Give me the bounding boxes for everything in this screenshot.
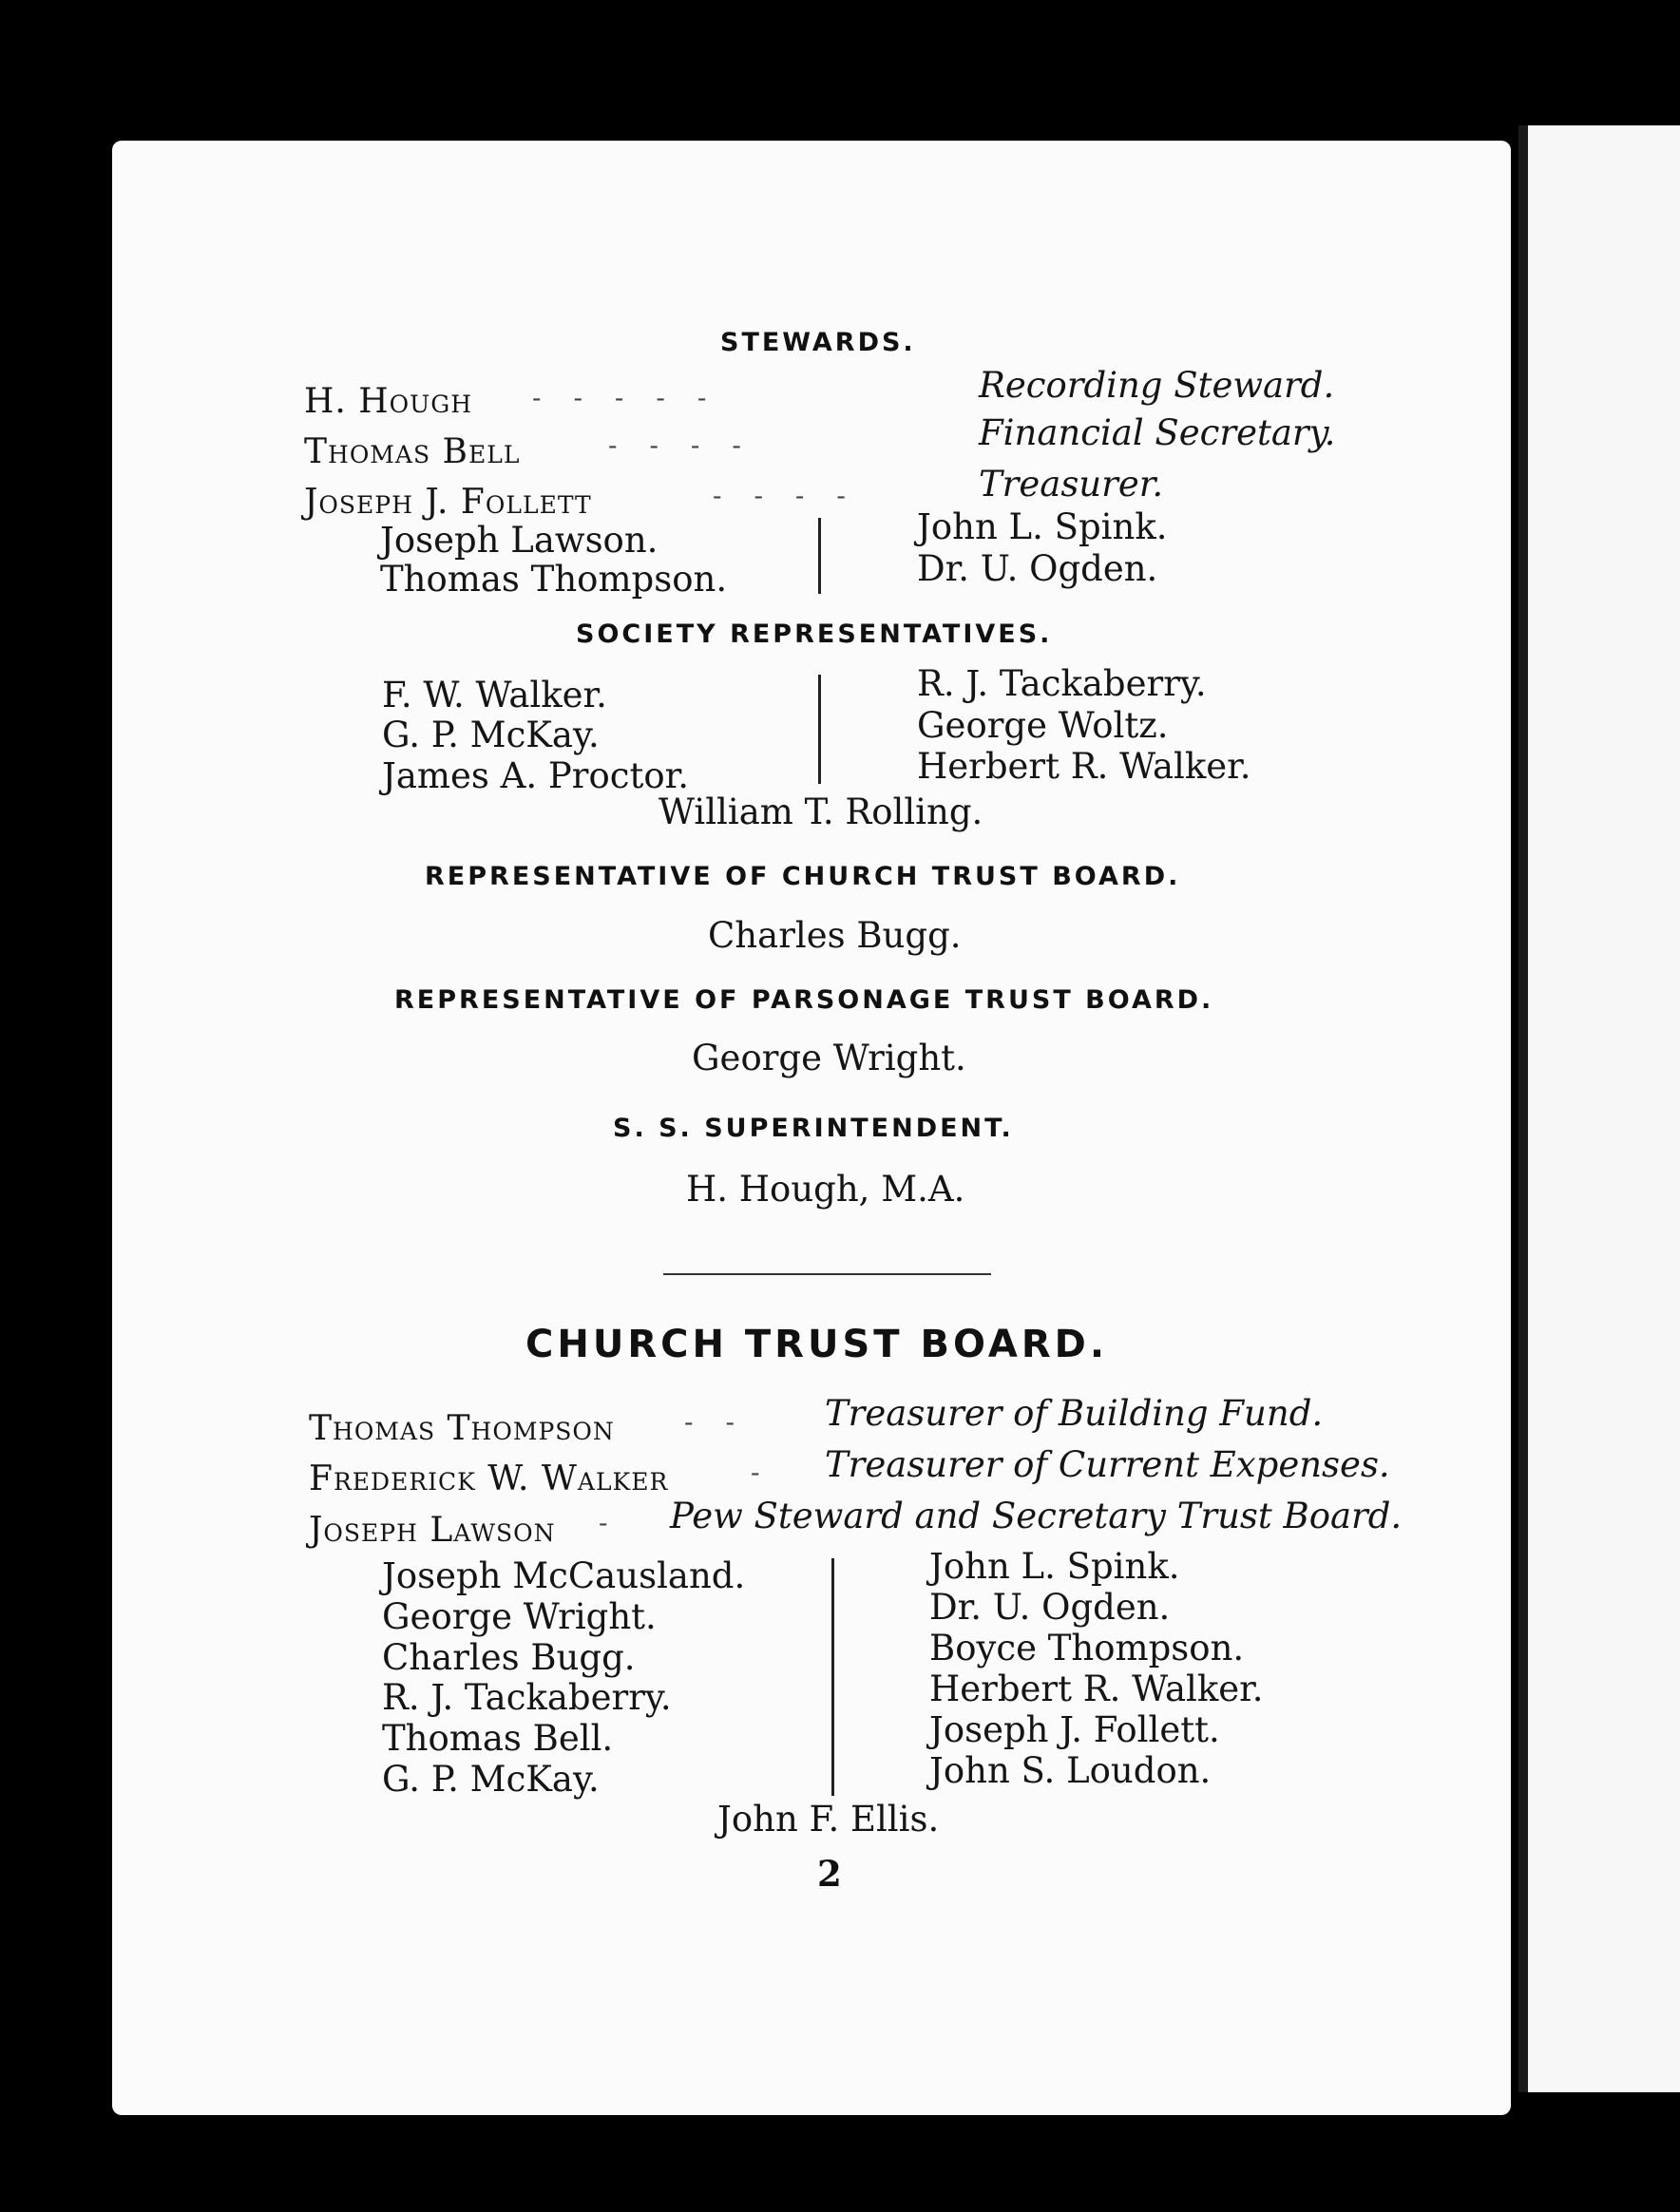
trust-officer-role: Pew Steward and Secretary Trust Board. — [670, 1496, 1403, 1536]
steward-officer-role: Treasurer. — [979, 464, 1164, 505]
steward-name: Joseph Lawson. — [380, 520, 659, 561]
column-divider — [831, 1558, 834, 1796]
trust-officer-role: Treasurer of Current Expenses. — [825, 1444, 1390, 1485]
ss-superintendent-heading: S. S. SUPERINTENDENT. — [613, 1114, 1014, 1143]
stewards-heading: STEWARDS. — [720, 328, 916, 357]
facing-page-edge — [1518, 125, 1680, 2092]
society-rep-name: Herbert R. Walker. — [917, 746, 1251, 787]
trustee-name: George Wright. — [382, 1596, 657, 1637]
page-number: 2 — [817, 1853, 842, 1895]
church-trust-board-heading: CHURCH TRUST BOARD. — [525, 1323, 1109, 1366]
steward-officer-role: Recording Steward. — [979, 365, 1335, 406]
leader-dots: - — [751, 1457, 792, 1488]
society-rep-name: George Woltz. — [917, 705, 1169, 746]
steward-officer-role: Financial Secretary. — [979, 412, 1336, 453]
ss-superintendent-name: H. Hough, M.A. — [686, 1169, 965, 1210]
leader-dots: ---- — [608, 429, 773, 461]
trustee-name: Herbert R. Walker. — [929, 1669, 1264, 1709]
trustee-name: G. P. McKay. — [382, 1759, 600, 1800]
parsonage-trust-rep-name: George Wright. — [692, 1038, 966, 1078]
society-rep-name: William T. Rolling. — [659, 791, 983, 832]
leader-dots: ---- — [713, 480, 878, 511]
column-divider — [818, 675, 821, 784]
trust-officer-role: Treasurer of Building Fund. — [825, 1393, 1324, 1434]
society-rep-name: James A. Proctor. — [382, 755, 689, 796]
trust-officer-name: Frederick W. Walker — [309, 1459, 669, 1498]
trustee-name: Thomas Bell. — [382, 1718, 614, 1759]
trustee-name: John F. Ellis. — [717, 1799, 940, 1840]
trust-officer-name: Joseph Lawson — [309, 1511, 556, 1550]
trustee-name: Dr. U. Ogden. — [929, 1587, 1171, 1628]
steward-officer-name: Thomas Bell — [304, 432, 521, 471]
church-trust-rep-heading: REPRESENTATIVE OF CHURCH TRUST BOARD. — [425, 862, 1181, 891]
trustee-name: Charles Bugg. — [382, 1637, 636, 1678]
society-rep-name: F. W. Walker. — [382, 675, 607, 715]
trustee-name: John L. Spink. — [929, 1546, 1180, 1587]
steward-officer-name: H. Hough — [304, 382, 473, 421]
society-rep-name: G. P. McKay. — [382, 715, 600, 755]
leader-dots: - — [599, 1507, 640, 1538]
trustee-name: R. J. Tackaberry. — [382, 1677, 672, 1718]
trust-officer-name: Thomas Thompson — [309, 1409, 615, 1448]
steward-name: John L. Spink. — [917, 506, 1168, 547]
steward-name: Dr. U. Ogden. — [917, 548, 1158, 589]
church-trust-rep-name: Charles Bugg. — [708, 915, 962, 956]
trustee-name: John S. Loudon. — [929, 1750, 1212, 1791]
trustee-name: Joseph McCausland. — [382, 1555, 746, 1596]
society-heading: SOCIETY REPRESENTATIVES. — [576, 620, 1053, 649]
leader-dots: -- — [684, 1406, 767, 1438]
trustee-name: Joseph J. Follett. — [929, 1709, 1220, 1750]
section-divider — [663, 1273, 991, 1275]
column-divider — [818, 518, 821, 594]
leader-dots: ----- — [532, 382, 739, 413]
trustee-name: Boyce Thompson. — [929, 1628, 1245, 1669]
parsonage-trust-rep-heading: REPRESENTATIVE OF PARSONAGE TRUST BOARD. — [394, 985, 1214, 1015]
society-rep-name: R. J. Tackaberry. — [917, 663, 1207, 704]
steward-officer-name: Joseph J. Follett — [304, 483, 592, 522]
steward-name: Thomas Thompson. — [380, 559, 728, 600]
